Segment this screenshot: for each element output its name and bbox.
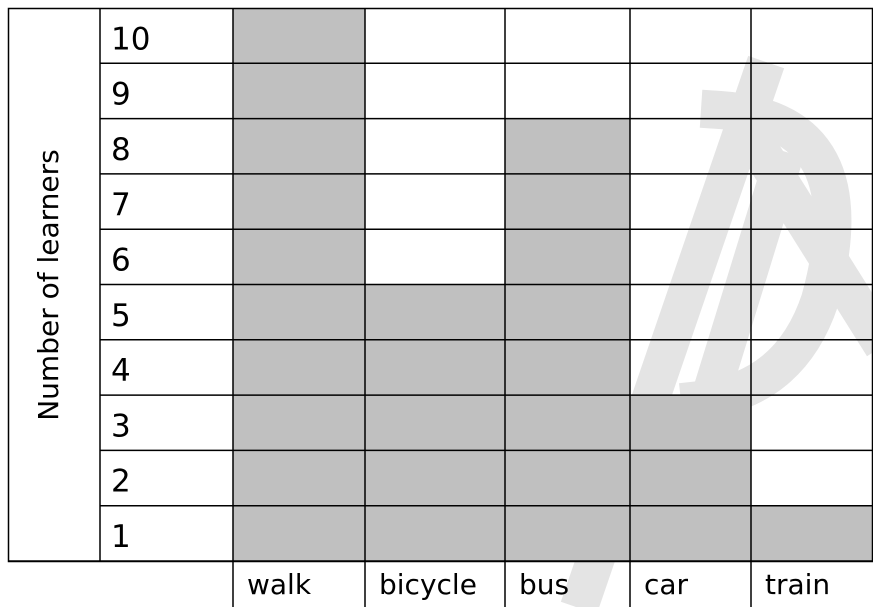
y-tick-label: 5 <box>111 297 131 334</box>
bar-bicycle <box>365 285 505 562</box>
y-tick-label: 7 <box>111 187 131 224</box>
x-category-label: car <box>644 568 689 601</box>
x-category-label: train <box>765 568 831 601</box>
x-category-label: bus <box>519 568 570 601</box>
x-category-labels <box>247 568 830 601</box>
y-tick-label: 9 <box>111 76 131 113</box>
y-tick-label: 4 <box>111 353 131 390</box>
y-tick-label: 10 <box>111 21 151 58</box>
y-tick-label: 3 <box>111 408 131 445</box>
bar-train <box>751 506 873 561</box>
y-axis-label: Number of learners <box>32 149 65 421</box>
x-category-label: bicycle <box>379 568 477 601</box>
y-tick-label: 1 <box>111 519 131 555</box>
y-tick-label: 8 <box>111 131 131 168</box>
y-tick-labels <box>111 21 150 555</box>
y-tick-label: 6 <box>111 242 131 279</box>
y-tick-label: 2 <box>111 463 131 500</box>
x-category-label: walk <box>247 568 312 601</box>
bar-car <box>630 395 751 561</box>
